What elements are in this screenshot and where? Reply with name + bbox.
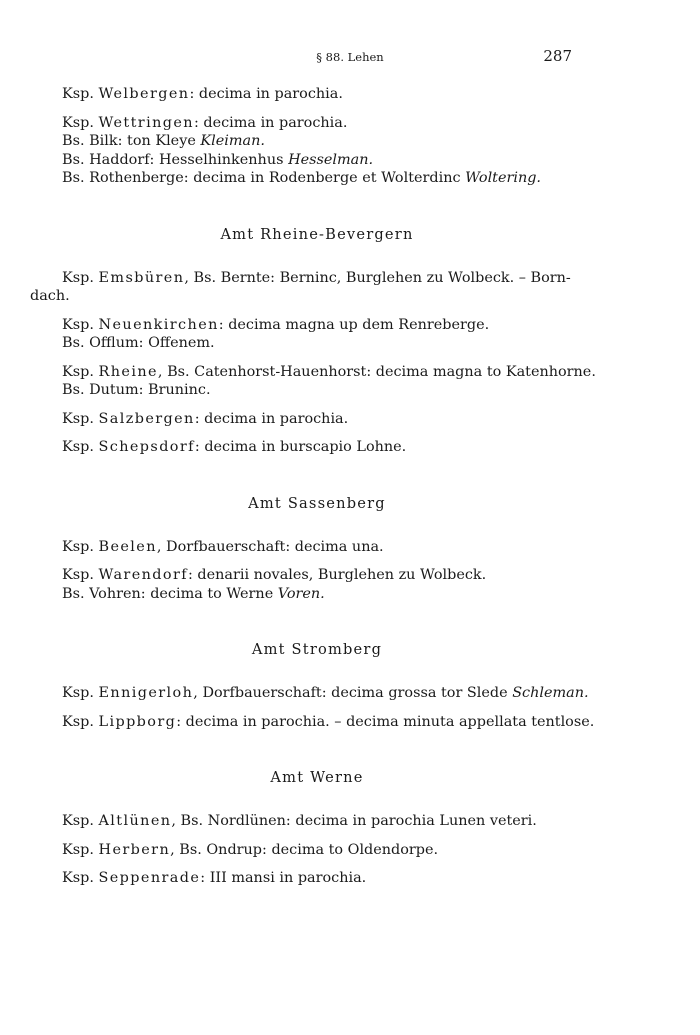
parish-name: Emsbüren bbox=[98, 269, 185, 286]
parish-name: Welbergen bbox=[98, 86, 190, 102]
entry-text: : decima in parochia. bbox=[194, 410, 349, 427]
page-header bbox=[0, 47, 700, 67]
entry-prefix: Ksp. bbox=[62, 363, 99, 380]
parish-name: Beelen bbox=[98, 538, 157, 555]
entry-prefix: Ksp. bbox=[62, 870, 99, 886]
entry-prefix: Ksp. bbox=[62, 713, 99, 730]
entry-text: , Bs. Ondrup: decima to Oldendorpe. bbox=[170, 841, 439, 858]
page-number: 287 bbox=[543, 47, 572, 65]
entry-text: Bs. Rothenberge: decima in Rodenberge et Wolterdinc bbox=[62, 170, 466, 186]
owner-name: Voren. bbox=[277, 585, 325, 602]
continuation-line: dach. bbox=[30, 288, 70, 304]
entry-prefix: Ksp. bbox=[62, 685, 99, 701]
owner-name: Schleman. bbox=[512, 685, 589, 701]
entry-prefix: Ksp. bbox=[62, 813, 99, 829]
entry-line bbox=[62, 566, 572, 585]
entry-text: : III mansi in parochia. bbox=[200, 870, 367, 886]
entry-line bbox=[62, 269, 572, 288]
subentry-line bbox=[62, 151, 572, 170]
section-heading: Amt Rheine-Bevergern bbox=[220, 225, 414, 243]
entry-line bbox=[62, 684, 589, 703]
entry-line bbox=[62, 85, 572, 104]
entry-line bbox=[62, 114, 572, 133]
entry-prefix: Ksp. bbox=[62, 439, 99, 455]
entry-prefix: Ksp. bbox=[62, 114, 99, 131]
parish-name: Rheine bbox=[98, 363, 158, 380]
section-heading: Amt Stromberg bbox=[251, 641, 383, 658]
entry-text: , Bs. Nordlünen: decima in parochia Lunen veteri. bbox=[171, 813, 537, 829]
subentry-line bbox=[62, 334, 572, 353]
subentry-line bbox=[62, 585, 572, 604]
entry-text: Bs. Offlum: Offenem. bbox=[62, 335, 215, 351]
owner-name: Woltering. bbox=[465, 170, 542, 186]
entry-text: Bs. Haddorf: Hesselhinkenhus bbox=[62, 151, 289, 168]
parish-name: Neuenkirchen bbox=[98, 316, 219, 333]
subentry-line bbox=[62, 132, 572, 151]
page-body bbox=[30, 85, 596, 888]
parish-name: Warendorf bbox=[98, 567, 188, 583]
running-head: § 88. Lehen bbox=[316, 50, 384, 64]
entry-text: , Dorfbauerschaft: decima grossa tor Slede bbox=[193, 685, 513, 701]
entry-text: Bs. Vohren: decima to Werne bbox=[62, 585, 278, 602]
entry-line bbox=[62, 316, 572, 335]
owner-name: Hesselman. bbox=[288, 151, 374, 168]
entry-line bbox=[62, 538, 572, 557]
parish-name: Ennigerloh bbox=[98, 685, 194, 701]
entry-text: : decima in burscapio Lohne. bbox=[194, 439, 407, 455]
entry-text: : decima magna up dem Renreberge. bbox=[218, 316, 490, 333]
entry-line bbox=[62, 841, 572, 860]
entry-line bbox=[62, 812, 572, 831]
parish-name: Salzbergen bbox=[98, 410, 195, 427]
entry-prefix: Ksp. bbox=[62, 316, 99, 333]
parish-name: Lippborg bbox=[98, 713, 177, 730]
entry-line bbox=[62, 869, 572, 888]
entry-text: Bs. Dutum: Bruninc. bbox=[62, 382, 211, 398]
entry-line bbox=[62, 713, 595, 732]
section-heading: Amt Werne bbox=[270, 769, 364, 786]
parish-name: Altlünen bbox=[98, 813, 172, 829]
entry-prefix: Ksp. bbox=[62, 538, 99, 555]
entry-text: Bs. Bilk: ton Kleye bbox=[62, 133, 201, 149]
entry-text: : denarii novales, Burglehen zu Wolbeck. bbox=[187, 567, 487, 583]
entry-line bbox=[62, 410, 572, 429]
entry-prefix: Ksp. bbox=[62, 410, 99, 427]
entry-text: : decima in parochia. bbox=[189, 86, 343, 102]
entry-prefix: Ksp. bbox=[62, 567, 99, 583]
entry-prefix: Ksp. bbox=[62, 86, 99, 102]
entry-prefix: Ksp. bbox=[62, 269, 99, 286]
entry-text: , Bs. Bernte: Berninc, Burglehen zu Wolbeck. – Born- bbox=[184, 269, 571, 286]
entry-text: : decima in parochia. – decima minuta appellata tentlose. bbox=[176, 713, 595, 730]
owner-name: Kleiman. bbox=[200, 133, 265, 149]
parish-name: Seppenrade bbox=[98, 870, 201, 886]
entry-text: , Bs. Catenhorst-Hauenhorst: decima magna to Katenhorne. bbox=[157, 363, 596, 380]
parish-name: Schepsdorf bbox=[98, 439, 195, 455]
entry-line bbox=[62, 363, 596, 382]
entry-text: , Dorfbauerschaft: decima una. bbox=[156, 538, 384, 555]
subentry-line bbox=[62, 169, 572, 188]
subentry-line bbox=[62, 381, 572, 400]
entry-line bbox=[62, 438, 572, 457]
entry-text: : decima in parochia. bbox=[193, 114, 348, 131]
entry-prefix: Ksp. bbox=[62, 841, 99, 858]
parish-name: Wettringen bbox=[98, 114, 194, 131]
section-heading: Amt Sassenberg bbox=[248, 494, 386, 512]
parish-name: Herbern bbox=[98, 841, 171, 858]
